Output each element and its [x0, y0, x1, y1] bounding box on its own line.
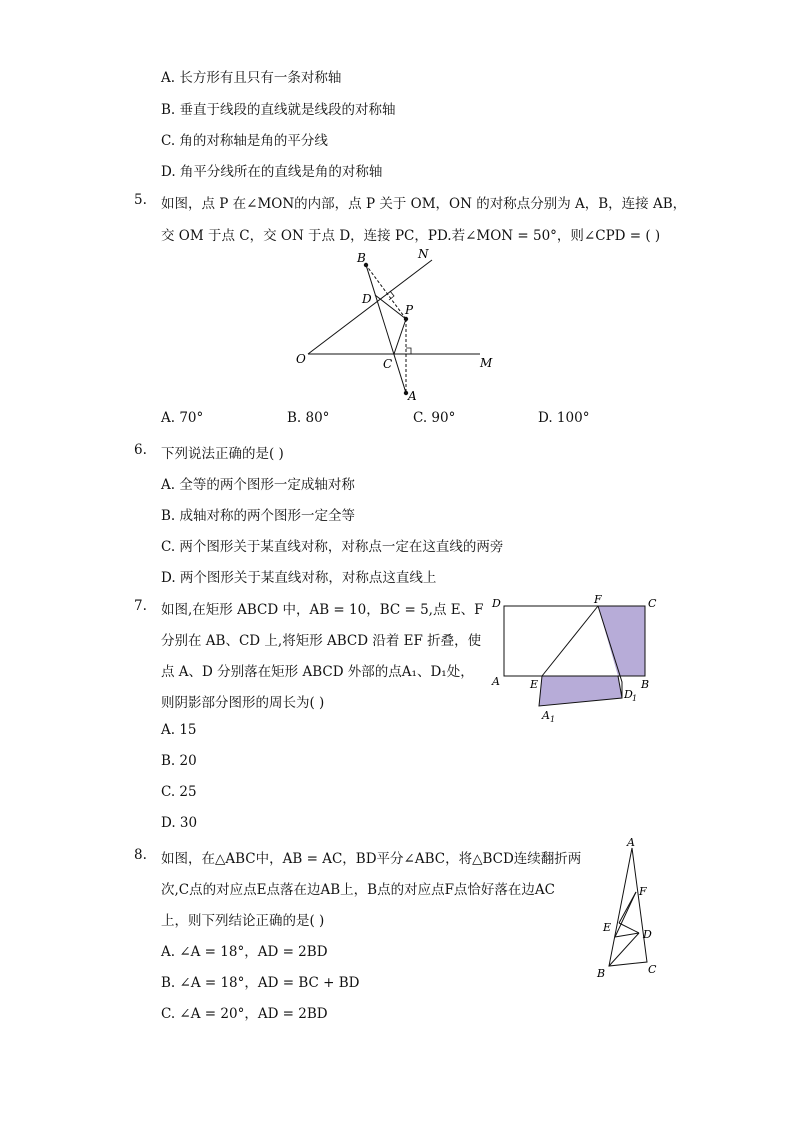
- q5-text-line1: 如图，点 P 在∠MON的内部，点 P 关于 OM，ON 的对称点分别为 A，B，连接 AB，: [161, 196, 687, 212]
- q6-number: 6.: [134, 442, 147, 458]
- q8-number: 8.: [134, 847, 147, 863]
- q7-option-c: C. 25: [161, 784, 197, 800]
- q7-label-c: C: [648, 597, 657, 610]
- q5-figure: [290, 244, 500, 404]
- q5-label-a: A: [408, 389, 417, 403]
- q7-label-d1-sub: 1: [632, 694, 638, 703]
- q5-option-d: D. 100°: [538, 410, 590, 426]
- q8-option-c: C. ∠A = 20°，AD = 2BD: [161, 1006, 328, 1022]
- q8-text-line3: 上，则下列结论正确的是( ): [161, 913, 325, 929]
- q7-label-a: A: [492, 675, 500, 688]
- q6-option-b: B. 成轴对称的两个图形一定全等: [161, 508, 356, 524]
- q7-option-d: D. 30: [161, 815, 198, 831]
- q6-option-a: A. 全等的两个图形一定成轴对称: [161, 477, 355, 493]
- q5-label-m: M: [480, 356, 493, 370]
- q5-label-b: B: [357, 251, 366, 265]
- q7-text-line3: 点 A、D 分别落在矩形 ABCD 外部的点A₁、D₁处，: [161, 664, 474, 680]
- q7-label-b: B: [641, 678, 650, 691]
- q5-number: 5.: [134, 192, 147, 208]
- q7-text-line2: 分别在 AB、CD 上,将矩形 ABCD 沿着 EF 折叠，使: [161, 633, 482, 649]
- q8-label-f: F: [639, 885, 647, 898]
- q8-option-b: B. ∠A = 18°，AD = BC + BD: [161, 975, 360, 991]
- q5-text-line2: 交 OM 于点 C，交 ON 于点 D，连接 PC，PD.若∠MON = 50°，则∠CPD = ( ): [161, 228, 661, 244]
- q8-option-a: A. ∠A = 18°，AD = 2BD: [161, 944, 328, 960]
- q5-label-n: N: [418, 247, 429, 261]
- q4-option-b: B. 垂直于线段的直线就是线段的对称轴: [161, 102, 396, 118]
- q7-label-f: F: [594, 593, 602, 606]
- q8-text-line1: 如图，在△ABC中，AB = AC，BD平分∠ABC，将△BCD连续翻折两: [161, 851, 582, 867]
- q7-text-line1: 如图,在矩形 ABCD 中，AB = 10，BC = 5,点 E、F: [161, 602, 484, 618]
- q7-number: 7.: [134, 598, 147, 614]
- q5-label-c: C: [383, 357, 393, 371]
- q8-label-a: A: [627, 836, 635, 849]
- q8-label-c: C: [648, 963, 657, 976]
- q6-option-c: C. 两个图形关于某直线对称，对称点一定在这直线的两旁: [161, 539, 504, 555]
- q7-label-a1-sub: 1: [550, 715, 556, 724]
- q7-label-d: D: [492, 597, 501, 610]
- q5-label-o: O: [296, 352, 306, 366]
- q7-text-line4: 则阴影部分图形的周长为( ): [161, 695, 325, 711]
- q5-option-c: C. 90°: [413, 410, 456, 426]
- q4-option-a: A. 长方形有且只有一条对称轴: [161, 70, 342, 86]
- q7-label-d1: D: [624, 688, 633, 701]
- q6-option-d: D. 两个图形关于某直线对称，对称点这直线上: [161, 570, 437, 586]
- q5-label-p: P: [405, 303, 414, 317]
- q4-option-c: C. 角的对称轴是角的平分线: [161, 133, 328, 149]
- q8-label-d: D: [643, 928, 652, 941]
- q7-figure: [486, 592, 666, 727]
- q5-option-b: B. 80°: [287, 410, 330, 426]
- q8-label-b: B: [597, 967, 606, 980]
- q7-label-e: E: [530, 678, 539, 691]
- q5-option-a: A. 70°: [161, 410, 204, 426]
- q4-option-d: D. 角平分线所在的直线是角的对称轴: [161, 164, 383, 180]
- q7-label-a1: A: [542, 709, 550, 722]
- q8-figure: [590, 834, 670, 984]
- q7-option-b: B. 20: [161, 753, 197, 769]
- q8-label-e: E: [603, 921, 612, 934]
- q8-text-line2: 次,C点的对应点E点落在边AB上，B点的对应点F点恰好落在边AC: [161, 882, 556, 898]
- q7-option-a: A. 15: [161, 722, 197, 738]
- q6-text: 下列说法正确的是( ): [161, 446, 284, 462]
- q5-label-d: D: [362, 292, 372, 306]
